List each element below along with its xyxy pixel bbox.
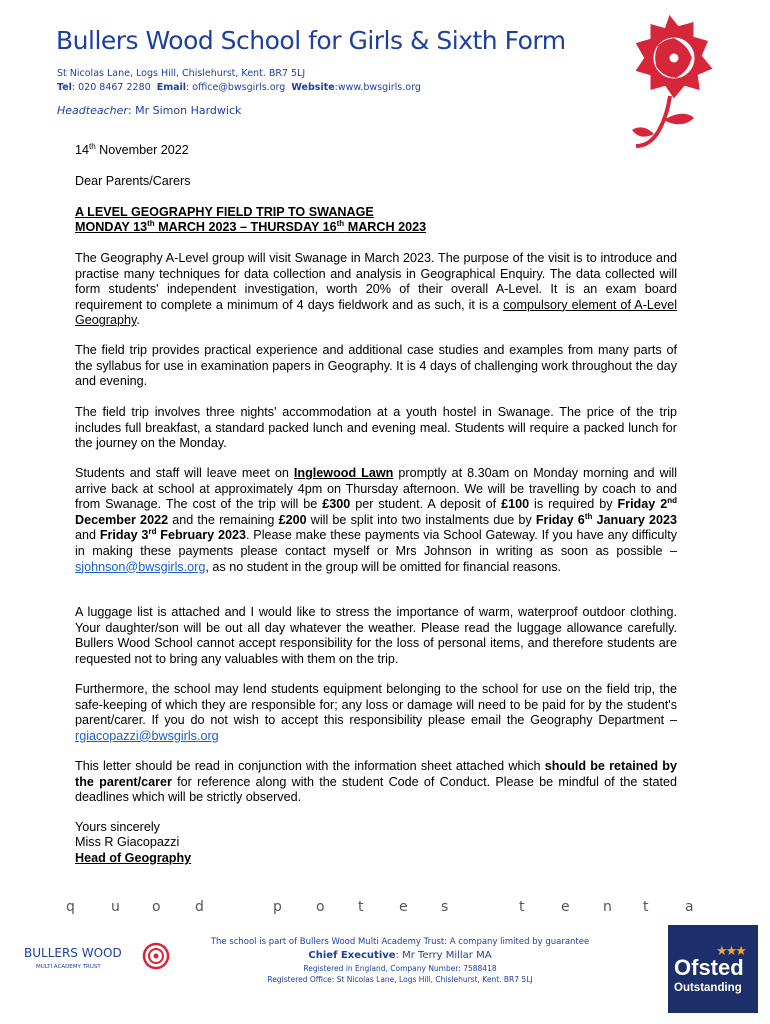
p7-a: This letter should be read in conjunction with the information sheet attached which	[75, 759, 545, 773]
p4-e: and the remaining	[168, 512, 279, 527]
school-motto	[0, 899, 770, 919]
subject-start: MONDAY 13	[75, 220, 148, 234]
p3-text: The field trip involves three nights' accommodation at a youth hostel in Swanage. The price of the trip includes full breakfast, a standard packed lunch and evening meal. Students will require a packed lunch for the journey on the Monday.	[75, 405, 677, 451]
paragraph-purpose	[75, 251, 677, 329]
p4-g: and	[75, 528, 100, 543]
motto-letter: q	[66, 899, 75, 915]
p4-date2-rest: January 2023	[592, 512, 678, 527]
paragraph-luggage	[75, 605, 677, 667]
subject-line-1	[75, 205, 677, 221]
date-suffix: th	[89, 142, 96, 151]
p5-text: A luggage list is attached and I would like to stress the importance of warm, waterproof outdoor clothing. Your daughter/son will be out all day whatever the weather. Please read the luggage allowance carefully. Bullers Wood School cannot accept responsibility for the loss of personal items, and therefore students are requested not to bring any valuables with them on the trip.	[75, 605, 677, 666]
paragraph-accommodation	[75, 405, 677, 452]
subject-trip-title: A LEVEL GEOGRAPHY FIELD TRIP TO SWANAGE	[75, 205, 374, 219]
signatory-role	[75, 851, 677, 867]
p1-text: The Geography A-Level group will visit Swanage in March 2023. The purpose of the visit is to introduce and practise many techniques for data collection and analysis in Geographical Enquiry. The data collected will form students' independent investigation, worth 20% of their overall A-Level. It is an exam board requirement to complete a minimum of 4 days fieldwork and as such, it is a	[75, 251, 677, 312]
p4-i: , as no student in the group will be omitted for financial reasons.	[205, 559, 562, 574]
p7-bold: should be retained by the parent/carer	[75, 759, 678, 789]
motto-letter: u	[111, 899, 120, 915]
giacopazzi-email-link[interactable]: rgiacopazzi@bwsgirls.org	[75, 728, 219, 743]
trust-logo-name: BULLERS WOOD	[24, 946, 122, 960]
p4-cost: £300	[322, 497, 351, 512]
p1-end: .	[136, 313, 140, 328]
p4-deadline-2	[536, 513, 677, 527]
p4-deadline-3	[100, 528, 246, 542]
p6-text: Furthermore, the school may lend students equipment belonging to the school for use on the field trip, the safe-keeping of which they are responsible for; any loss or damage will need to be paid for by the student's parent/carer. If you do not wish to accept this responsibility please email the Geography Department –	[75, 682, 677, 728]
tel-value: : 020 8467 2280	[71, 82, 151, 93]
ofsted-name: Ofsted	[674, 955, 744, 980]
motto-letter: d	[195, 899, 204, 915]
p4-date1: Friday 2	[617, 497, 668, 512]
footer-registration: Registered in England, Company Number: 7588418	[303, 964, 497, 973]
signatory-name: Miss R Giacopazzi	[75, 835, 180, 849]
motto-letter: t	[358, 899, 364, 915]
date-rest: November 2022	[95, 143, 189, 157]
trust-rose-icon	[144, 944, 168, 968]
p4-date3-sup: rd	[148, 527, 157, 537]
motto-letter: e	[399, 899, 408, 915]
paragraph-equipment	[75, 682, 677, 744]
motto-letter: s	[441, 899, 449, 915]
motto-letter: o	[152, 899, 161, 915]
motto-letter: p	[273, 899, 282, 915]
subject-dates	[75, 220, 426, 234]
p4-c: per student. A deposit of	[350, 497, 502, 512]
motto-letter: t	[519, 899, 525, 915]
subject-line-2	[75, 220, 677, 236]
motto-letter: o	[316, 899, 325, 915]
motto-letter: n	[603, 899, 612, 915]
p1-compulsory: compulsory element of A-Level Geography	[75, 297, 677, 328]
subject-end: MARCH 2023	[344, 220, 427, 234]
motto-letter: t	[643, 899, 649, 915]
tel-label: Tel	[57, 82, 72, 93]
p2-text: The field trip provides practical experience and additional case studies and examples from many parts of the syllabus for use in examination papers in Geography. It is 4 days of challenging work throughout the day and evening.	[75, 343, 677, 389]
p4-date1-rest: December 2022	[75, 512, 169, 527]
role-text: Head of Geography	[75, 851, 192, 865]
p4-f: will be split into two instalments due by	[306, 512, 536, 527]
subject-sup-2: th	[336, 219, 345, 228]
paragraph-experience	[75, 343, 677, 390]
headteacher-label: Headteacher	[57, 104, 128, 117]
p4-date2-sup: th	[584, 511, 593, 521]
school-name: Bullers Wood School for Girls & Sixth Form	[56, 26, 566, 55]
email-value: : office@bwsgirls.org	[186, 82, 286, 93]
website-value: :www.bwsgirls.org	[334, 82, 421, 93]
p7-b: for reference along with the student Code of Conduct. Please be mindful of the stated deadlines which will be strictly observed.	[75, 774, 677, 805]
p4-date3-rest: February 2023	[156, 528, 246, 543]
p4-d: is required by	[529, 497, 618, 512]
p4-h: . Please make these payments via School Gateway. If you have any difficulty in making these payments please contact myself or Mrs Johnson in writing as soon as possible –	[75, 528, 678, 558]
letter-date	[75, 143, 677, 159]
footer-registered-office: Registered Office: St Nicolas Lane, Logs Hill, Chislehurst, Kent. BR7 5LJ	[267, 975, 533, 984]
p4-b: promptly at 8.30am on Monday morning and will arrive back at school at approximately 4pm on Thursday afternoon. We will be travelling by coach to and from Swanage. The cost of the trip will be	[75, 466, 678, 512]
ofsted-rating: Outstanding	[674, 982, 742, 994]
ceo-label: Chief Executive	[308, 950, 396, 961]
p4-date1-sup: nd	[667, 496, 677, 506]
date-day: 14	[75, 143, 90, 157]
p4-remaining: £200	[278, 512, 307, 527]
website-label: Website	[291, 82, 335, 93]
paragraph-retain	[75, 759, 677, 806]
p4-a: Students and staff will leave meet on	[75, 466, 294, 480]
p4-date3: Friday 3	[99, 528, 149, 543]
headteacher-name: : Mr Simon Hardwick	[127, 104, 242, 117]
school-address: St Nicolas Lane, Logs Hill, Chislehurst, Kent. BR7 5LJ	[57, 68, 306, 79]
p4-deposit: £100	[501, 497, 530, 512]
email-label: Email	[156, 82, 187, 93]
ceo-value: : Mr Terry Millar MA	[395, 950, 492, 961]
headteacher-line	[57, 104, 241, 117]
ofsted-badge	[668, 925, 758, 1013]
subject-mid: MARCH 2023 – THURSDAY 16	[154, 220, 337, 234]
footer-trust-line: The school is part of Bullers Wood Multi Academy Trust: A company limited by guarantee	[210, 937, 590, 947]
subject-sup-1: th	[147, 219, 155, 228]
tudor-rose-logo	[624, 14, 716, 154]
ofsted-stars-icon: ★★★	[716, 943, 745, 958]
trust-logo-sub: MULTI ACADEMY TRUST	[36, 964, 101, 970]
trust-logo	[24, 936, 174, 976]
johnson-email-link[interactable]: sjohnson@bwsgirls.org	[75, 559, 206, 574]
p4-lawn: Inglewood Lawn	[293, 466, 394, 480]
closing: Yours sincerely	[75, 820, 160, 834]
p4-date2: Friday 6	[535, 512, 585, 527]
motto-letter: e	[561, 899, 570, 915]
contact-line	[57, 82, 421, 93]
salutation: Dear Parents/Carers	[75, 174, 191, 188]
paragraph-travel-cost	[75, 466, 677, 575]
footer-ceo-line	[180, 950, 620, 961]
motto-letter: a	[685, 899, 694, 915]
